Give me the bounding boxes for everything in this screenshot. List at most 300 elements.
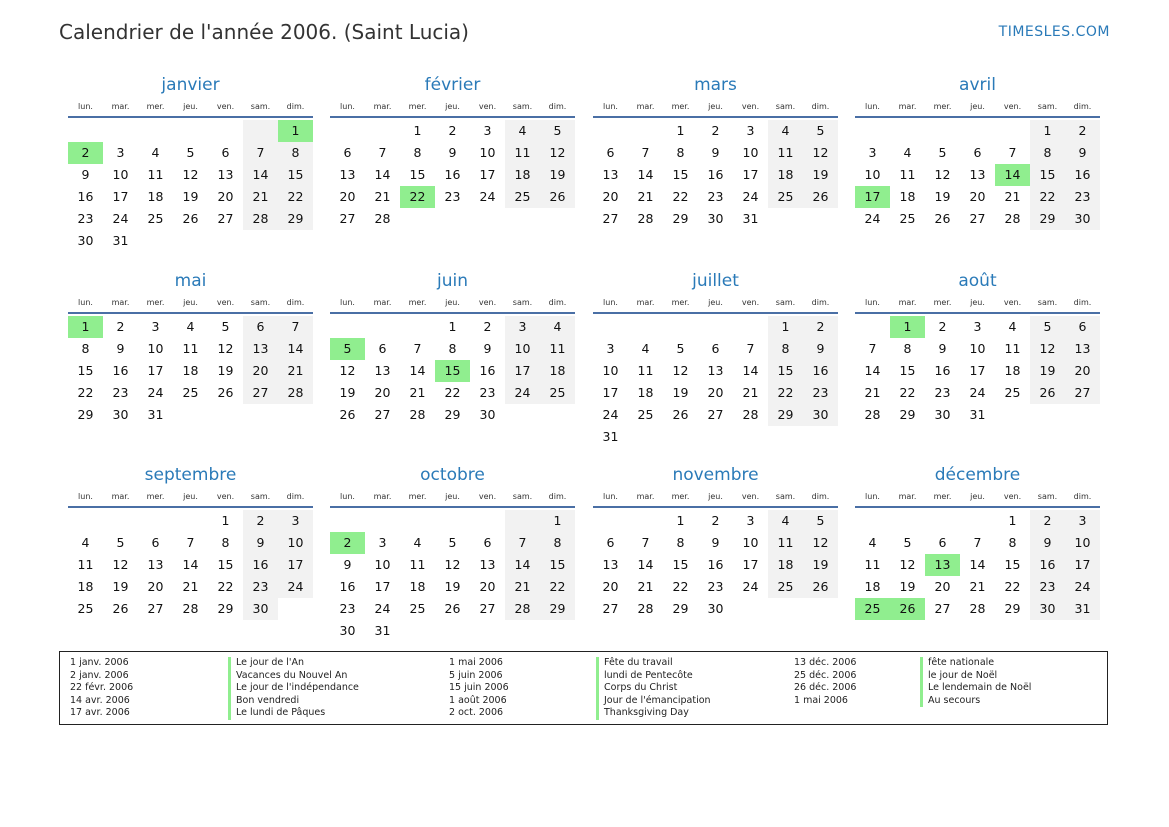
empty-cell — [330, 510, 365, 532]
day-cell: 15 — [768, 360, 803, 382]
day-cell: 14 — [864, 363, 881, 378]
day-cell: 2 — [116, 319, 125, 334]
day-cell: 4 — [868, 535, 877, 550]
day-cell: 24 — [374, 601, 391, 616]
weekday-label: ven. — [216, 298, 235, 307]
empty-cell — [173, 510, 208, 532]
day-cell: 22 — [768, 382, 803, 404]
day-cell: 5 — [1030, 316, 1065, 338]
weekday-label: mar. — [898, 492, 917, 501]
day-cell: 15 — [672, 557, 689, 572]
day-cell: 28 — [864, 407, 881, 422]
legend-date: 2 oct. 2006 — [449, 707, 504, 719]
day-cell: 25 — [182, 385, 199, 400]
empty-cell — [925, 510, 960, 532]
holiday-legend — [59, 651, 1108, 725]
weekday-label: jeu. — [183, 298, 198, 307]
month-calendar — [330, 269, 575, 426]
day-cell: 19 — [1030, 360, 1065, 382]
day-cell: 11 — [182, 341, 199, 356]
day-cell: 16 — [934, 363, 951, 378]
day-cell: 25 — [540, 382, 575, 404]
day-cell: 27 — [934, 601, 951, 616]
day-cell: 25 — [505, 186, 540, 208]
day-cell: 20 — [1065, 360, 1100, 382]
empty-cell — [663, 316, 698, 338]
empty-cell — [995, 120, 1030, 142]
day-cell: 30 — [707, 601, 724, 616]
day-cell: 30 — [479, 407, 496, 422]
month-name: septembre — [144, 465, 237, 485]
day-cell: 12 — [672, 363, 689, 378]
day-cell: 28 — [1004, 211, 1021, 226]
empty-cell — [698, 316, 733, 338]
legend-holiday-name: Le jour de l'An — [236, 657, 305, 668]
day-cell: 3 — [973, 319, 982, 334]
day-cell: 28 — [742, 407, 759, 422]
day-cell: 13 — [707, 363, 724, 378]
day-cell: 5 — [221, 319, 230, 334]
empty-cell — [855, 510, 890, 532]
day-cell: 22 — [672, 579, 689, 594]
legend-date: 13 déc. 2006 — [794, 657, 857, 668]
empty-cell — [470, 510, 505, 532]
weekday-label: dim. — [548, 298, 567, 307]
day-cell: 4 — [768, 120, 803, 142]
day-cell: 21 — [637, 579, 654, 594]
day-cell: 19 — [672, 385, 689, 400]
legend-date: 1 août 2006 — [449, 694, 507, 706]
empty-cell — [68, 510, 103, 532]
day-cell: 1 — [221, 513, 230, 528]
weekday-label: mar. — [898, 102, 917, 111]
weekday-label: ven. — [741, 298, 760, 307]
month-name: octobre — [420, 465, 485, 485]
day-cell: 6 — [483, 535, 492, 550]
day-cell: 12 — [934, 167, 951, 182]
day-cell: 21 — [505, 576, 540, 598]
day-cell: 28 — [969, 601, 986, 616]
day-cell: 26 — [1030, 382, 1065, 404]
day-cell: 7 — [505, 532, 540, 554]
day-cell: 16 — [1065, 164, 1100, 186]
empty-cell — [435, 510, 470, 532]
day-cell: 9 — [711, 145, 720, 160]
month-name: août — [958, 271, 997, 291]
weekday-label: sam. — [250, 492, 271, 501]
day-cell: 23 — [707, 189, 724, 204]
day-cell: 13 — [243, 338, 278, 360]
day-cell: 9 — [116, 341, 125, 356]
weekday-label: jeu. — [445, 492, 460, 501]
day-cell: 19 — [540, 164, 575, 186]
month-calendar — [330, 73, 575, 230]
day-cell: 23 — [112, 385, 129, 400]
page-title: Calendrier de l'année 2006. (Saint Lucia) — [59, 20, 469, 44]
legend-holiday-name: le jour de Noël — [928, 669, 998, 681]
day-cell: 31 — [969, 407, 986, 422]
day-cell: 16 — [444, 167, 461, 182]
weekday-label: mar. — [636, 492, 655, 501]
month-name: avril — [959, 75, 996, 95]
day-cell: 17 — [479, 167, 496, 182]
day-cell: 24 — [602, 407, 619, 422]
day-cell: 29 — [672, 601, 689, 616]
day-grid — [68, 120, 313, 252]
weekday-label: mar. — [111, 102, 130, 111]
weekday-label: sam. — [512, 298, 533, 307]
day-cell: 12 — [540, 142, 575, 164]
weekday-label: lun. — [78, 492, 93, 501]
empty-cell — [103, 120, 138, 142]
day-cell: 27 — [479, 601, 496, 616]
day-cell: 30 — [339, 623, 356, 638]
empty-cell — [103, 510, 138, 532]
day-cell: 16 — [339, 579, 356, 594]
day-cell: 11 — [768, 532, 803, 554]
empty-cell — [890, 120, 925, 142]
day-cell: 27 — [147, 601, 164, 616]
day-cell: 14 — [182, 557, 199, 572]
day-cell: 16 — [112, 363, 129, 378]
day-cell: 17 — [112, 189, 129, 204]
day-cell: 5 — [540, 120, 575, 142]
day-cell: 18 — [77, 579, 94, 594]
legend-dates-1 — [70, 657, 133, 720]
day-cell: 20 — [374, 385, 391, 400]
day-cell: 20 — [602, 189, 619, 204]
day-cell: 31 — [112, 233, 129, 248]
day-cell: 5 — [803, 510, 838, 532]
day-cell: 12 — [899, 557, 916, 572]
day-cell: 4 — [540, 316, 575, 338]
day-cell: 25 — [768, 576, 803, 598]
day-cell: 29 — [540, 598, 575, 620]
holiday-day-cell: 14 — [995, 164, 1030, 186]
day-cell: 20 — [147, 579, 164, 594]
day-cell: 31 — [602, 429, 619, 444]
day-cell: 13 — [339, 167, 356, 182]
weekday-label: dim. — [548, 492, 567, 501]
day-cell: 28 — [637, 211, 654, 226]
day-cell: 24 — [969, 385, 986, 400]
weekday-label: mar. — [373, 298, 392, 307]
day-cell: 19 — [182, 189, 199, 204]
day-cell: 27 — [243, 382, 278, 404]
day-cell: 15 — [217, 557, 234, 572]
empty-cell — [925, 120, 960, 142]
day-cell: 11 — [77, 557, 94, 572]
day-cell: 10 — [278, 532, 313, 554]
weekday-label: lun. — [340, 298, 355, 307]
day-cell: 4 — [186, 319, 195, 334]
day-cell: 8 — [676, 145, 685, 160]
day-cell: 3 — [151, 319, 160, 334]
day-cell: 20 — [339, 189, 356, 204]
day-cell: 10 — [742, 145, 759, 160]
day-cell: 10 — [479, 145, 496, 160]
day-cell: 9 — [448, 145, 457, 160]
day-cell: 1 — [448, 319, 457, 334]
day-cell: 18 — [182, 363, 199, 378]
day-cell: 18 — [864, 579, 881, 594]
day-cell: 8 — [1008, 535, 1017, 550]
day-cell: 20 — [217, 189, 234, 204]
day-cell: 25 — [1004, 385, 1021, 400]
holiday-day-cell: 15 — [435, 360, 470, 382]
day-cell: 17 — [742, 167, 759, 182]
day-cell: 6 — [1065, 316, 1100, 338]
day-cell: 25 — [409, 601, 426, 616]
day-cell: 1 — [540, 510, 575, 532]
site-link[interactable]: TIMESLES.COM — [998, 24, 1110, 40]
weekday-label: sam. — [1037, 298, 1058, 307]
weekday-label: mer. — [146, 102, 165, 111]
day-cell: 7 — [378, 145, 387, 160]
empty-cell — [365, 316, 400, 338]
day-cell: 28 — [409, 407, 426, 422]
day-cell: 19 — [803, 554, 838, 576]
weekday-label: sam. — [512, 492, 533, 501]
weekday-label: lun. — [603, 492, 618, 501]
day-cell: 1 — [1008, 513, 1017, 528]
day-cell: 7 — [973, 535, 982, 550]
day-cell: 7 — [746, 341, 755, 356]
day-cell: 28 — [374, 211, 391, 226]
legend-holiday-name: Au secours — [928, 694, 981, 706]
legend-date: 25 déc. 2006 — [794, 669, 857, 681]
day-cell: 20 — [934, 579, 951, 594]
weekday-label: mer. — [146, 492, 165, 501]
day-cell: 21 — [969, 579, 986, 594]
day-cell: 15 — [540, 554, 575, 576]
weekday-header — [68, 490, 313, 508]
day-cell: 9 — [1065, 142, 1100, 164]
day-cell: 11 — [540, 338, 575, 360]
day-cell: 25 — [768, 186, 803, 208]
day-cell: 22 — [444, 385, 461, 400]
day-cell: 5 — [938, 145, 947, 160]
empty-cell — [138, 120, 173, 142]
weekday-label: ven. — [216, 492, 235, 501]
day-cell: 25 — [77, 601, 94, 616]
day-cell: 6 — [151, 535, 160, 550]
day-cell: 1 — [676, 123, 685, 138]
weekday-label: mer. — [671, 492, 690, 501]
day-grid — [855, 316, 1100, 426]
day-cell: 14 — [409, 363, 426, 378]
day-cell: 26 — [672, 407, 689, 422]
day-cell: 17 — [1065, 554, 1100, 576]
day-cell: 13 — [1065, 338, 1100, 360]
day-cell: 13 — [479, 557, 496, 572]
empty-cell — [593, 510, 628, 532]
day-cell: 22 — [217, 579, 234, 594]
legend-date: 2 janv. 2006 — [70, 669, 129, 681]
legend-holiday-name: lundi de Pentecôte — [604, 669, 693, 681]
day-cell: 24 — [112, 211, 129, 226]
day-cell: 24 — [479, 189, 496, 204]
day-grid — [593, 316, 838, 448]
day-cell: 12 — [182, 167, 199, 182]
day-cell: 27 — [707, 407, 724, 422]
day-cell: 7 — [1008, 145, 1017, 160]
day-cell: 25 — [899, 211, 916, 226]
day-cell: 30 — [1065, 208, 1100, 230]
day-cell: 10 — [505, 338, 540, 360]
weekday-header — [593, 296, 838, 314]
day-cell: 6 — [938, 535, 947, 550]
day-cell: 6 — [343, 145, 352, 160]
day-cell: 30 — [112, 407, 129, 422]
weekday-label: mer. — [933, 102, 952, 111]
day-cell: 11 — [768, 142, 803, 164]
day-cell: 17 — [147, 363, 164, 378]
day-cell: 27 — [374, 407, 391, 422]
legend-names-3 — [920, 657, 1031, 707]
day-cell: 23 — [77, 211, 94, 226]
weekday-label: dim. — [286, 298, 305, 307]
empty-cell — [208, 120, 243, 142]
day-cell: 12 — [444, 557, 461, 572]
day-cell: 27 — [1065, 382, 1100, 404]
day-cell: 30 — [1030, 598, 1065, 620]
day-cell: 31 — [147, 407, 164, 422]
day-cell: 22 — [278, 186, 313, 208]
day-cell: 30 — [803, 404, 838, 426]
month-calendar — [855, 73, 1100, 230]
empty-cell — [505, 510, 540, 532]
day-cell: 13 — [602, 557, 619, 572]
day-cell: 23 — [339, 601, 356, 616]
legend-holiday-name: Vacances du Nouvel An — [236, 669, 348, 681]
weekday-label: ven. — [1003, 492, 1022, 501]
day-cell: 18 — [505, 164, 540, 186]
day-cell: 16 — [1030, 554, 1065, 576]
day-cell: 18 — [768, 554, 803, 576]
day-cell: 12 — [803, 532, 838, 554]
month-name: mars — [694, 75, 737, 95]
month-calendar — [68, 463, 313, 620]
day-cell: 24 — [505, 382, 540, 404]
weekday-label: sam. — [250, 298, 271, 307]
day-cell: 23 — [707, 579, 724, 594]
weekday-label: mer. — [408, 102, 427, 111]
day-grid — [855, 510, 1100, 620]
day-cell: 12 — [339, 363, 356, 378]
day-cell: 8 — [1030, 142, 1065, 164]
weekday-header — [855, 296, 1100, 314]
day-cell: 6 — [606, 145, 615, 160]
weekday-label: jeu. — [970, 298, 985, 307]
day-cell: 10 — [742, 535, 759, 550]
day-cell: 12 — [217, 341, 234, 356]
day-cell: 31 — [742, 211, 759, 226]
day-cell: 11 — [637, 363, 654, 378]
empty-cell — [365, 120, 400, 142]
weekday-label: dim. — [811, 102, 830, 111]
weekday-label: dim. — [286, 102, 305, 111]
day-cell: 8 — [81, 341, 90, 356]
day-cell: 11 — [899, 167, 916, 182]
holiday-day-cell: 2 — [68, 142, 103, 164]
day-cell: 28 — [243, 208, 278, 230]
day-cell: 24 — [742, 189, 759, 204]
day-cell: 9 — [938, 341, 947, 356]
day-cell: 16 — [243, 554, 278, 576]
month-name: novembre — [672, 465, 759, 485]
day-cell: 28 — [278, 382, 313, 404]
weekday-label: ven. — [478, 102, 497, 111]
day-cell: 29 — [217, 601, 234, 616]
day-cell: 21 — [637, 189, 654, 204]
legend-date: 14 avr. 2006 — [70, 694, 130, 706]
month-name: mai — [174, 271, 207, 291]
weekday-header — [593, 490, 838, 508]
weekday-header — [593, 100, 838, 118]
empty-cell — [330, 120, 365, 142]
legend-date: 26 déc. 2006 — [794, 682, 857, 694]
day-cell: 20 — [479, 579, 496, 594]
day-cell: 4 — [768, 510, 803, 532]
day-cell: 14 — [637, 557, 654, 572]
weekday-header — [68, 296, 313, 314]
day-cell: 18 — [768, 164, 803, 186]
month-calendar — [593, 269, 838, 448]
day-cell: 5 — [448, 535, 457, 550]
legend-holiday-name: Fête du travail — [604, 657, 673, 668]
day-cell: 7 — [243, 142, 278, 164]
empty-cell — [890, 510, 925, 532]
legend-names-1 — [228, 657, 359, 720]
weekday-label: mer. — [671, 298, 690, 307]
day-cell: 19 — [339, 385, 356, 400]
day-cell: 3 — [483, 123, 492, 138]
day-cell: 26 — [339, 407, 356, 422]
weekday-label: lun. — [340, 102, 355, 111]
weekday-header — [330, 490, 575, 508]
day-cell: 2 — [938, 319, 947, 334]
legend-holiday-name: Corps du Christ — [604, 682, 678, 694]
empty-cell — [855, 316, 890, 338]
day-cell: 14 — [505, 554, 540, 576]
day-grid — [68, 316, 313, 426]
day-cell: 8 — [768, 338, 803, 360]
weekday-label: lun. — [78, 102, 93, 111]
day-cell: 9 — [711, 535, 720, 550]
day-cell: 26 — [803, 576, 838, 598]
weekday-label: sam. — [250, 102, 271, 111]
day-cell: 27 — [602, 601, 619, 616]
weekday-label: dim. — [811, 298, 830, 307]
weekday-label: dim. — [1073, 492, 1092, 501]
day-cell: 11 — [864, 557, 881, 572]
day-cell: 11 — [1004, 341, 1021, 356]
day-cell: 9 — [81, 167, 90, 182]
weekday-header — [330, 296, 575, 314]
day-cell: 24 — [147, 385, 164, 400]
day-cell: 17 — [278, 554, 313, 576]
day-cell: 3 — [1065, 510, 1100, 532]
day-cell: 24 — [742, 579, 759, 594]
day-cell: 21 — [243, 186, 278, 208]
day-cell: 23 — [934, 385, 951, 400]
weekday-label: mer. — [408, 492, 427, 501]
day-cell: 23 — [803, 382, 838, 404]
day-cell: 19 — [899, 579, 916, 594]
day-cell: 15 — [1004, 557, 1021, 572]
day-cell: 23 — [479, 385, 496, 400]
